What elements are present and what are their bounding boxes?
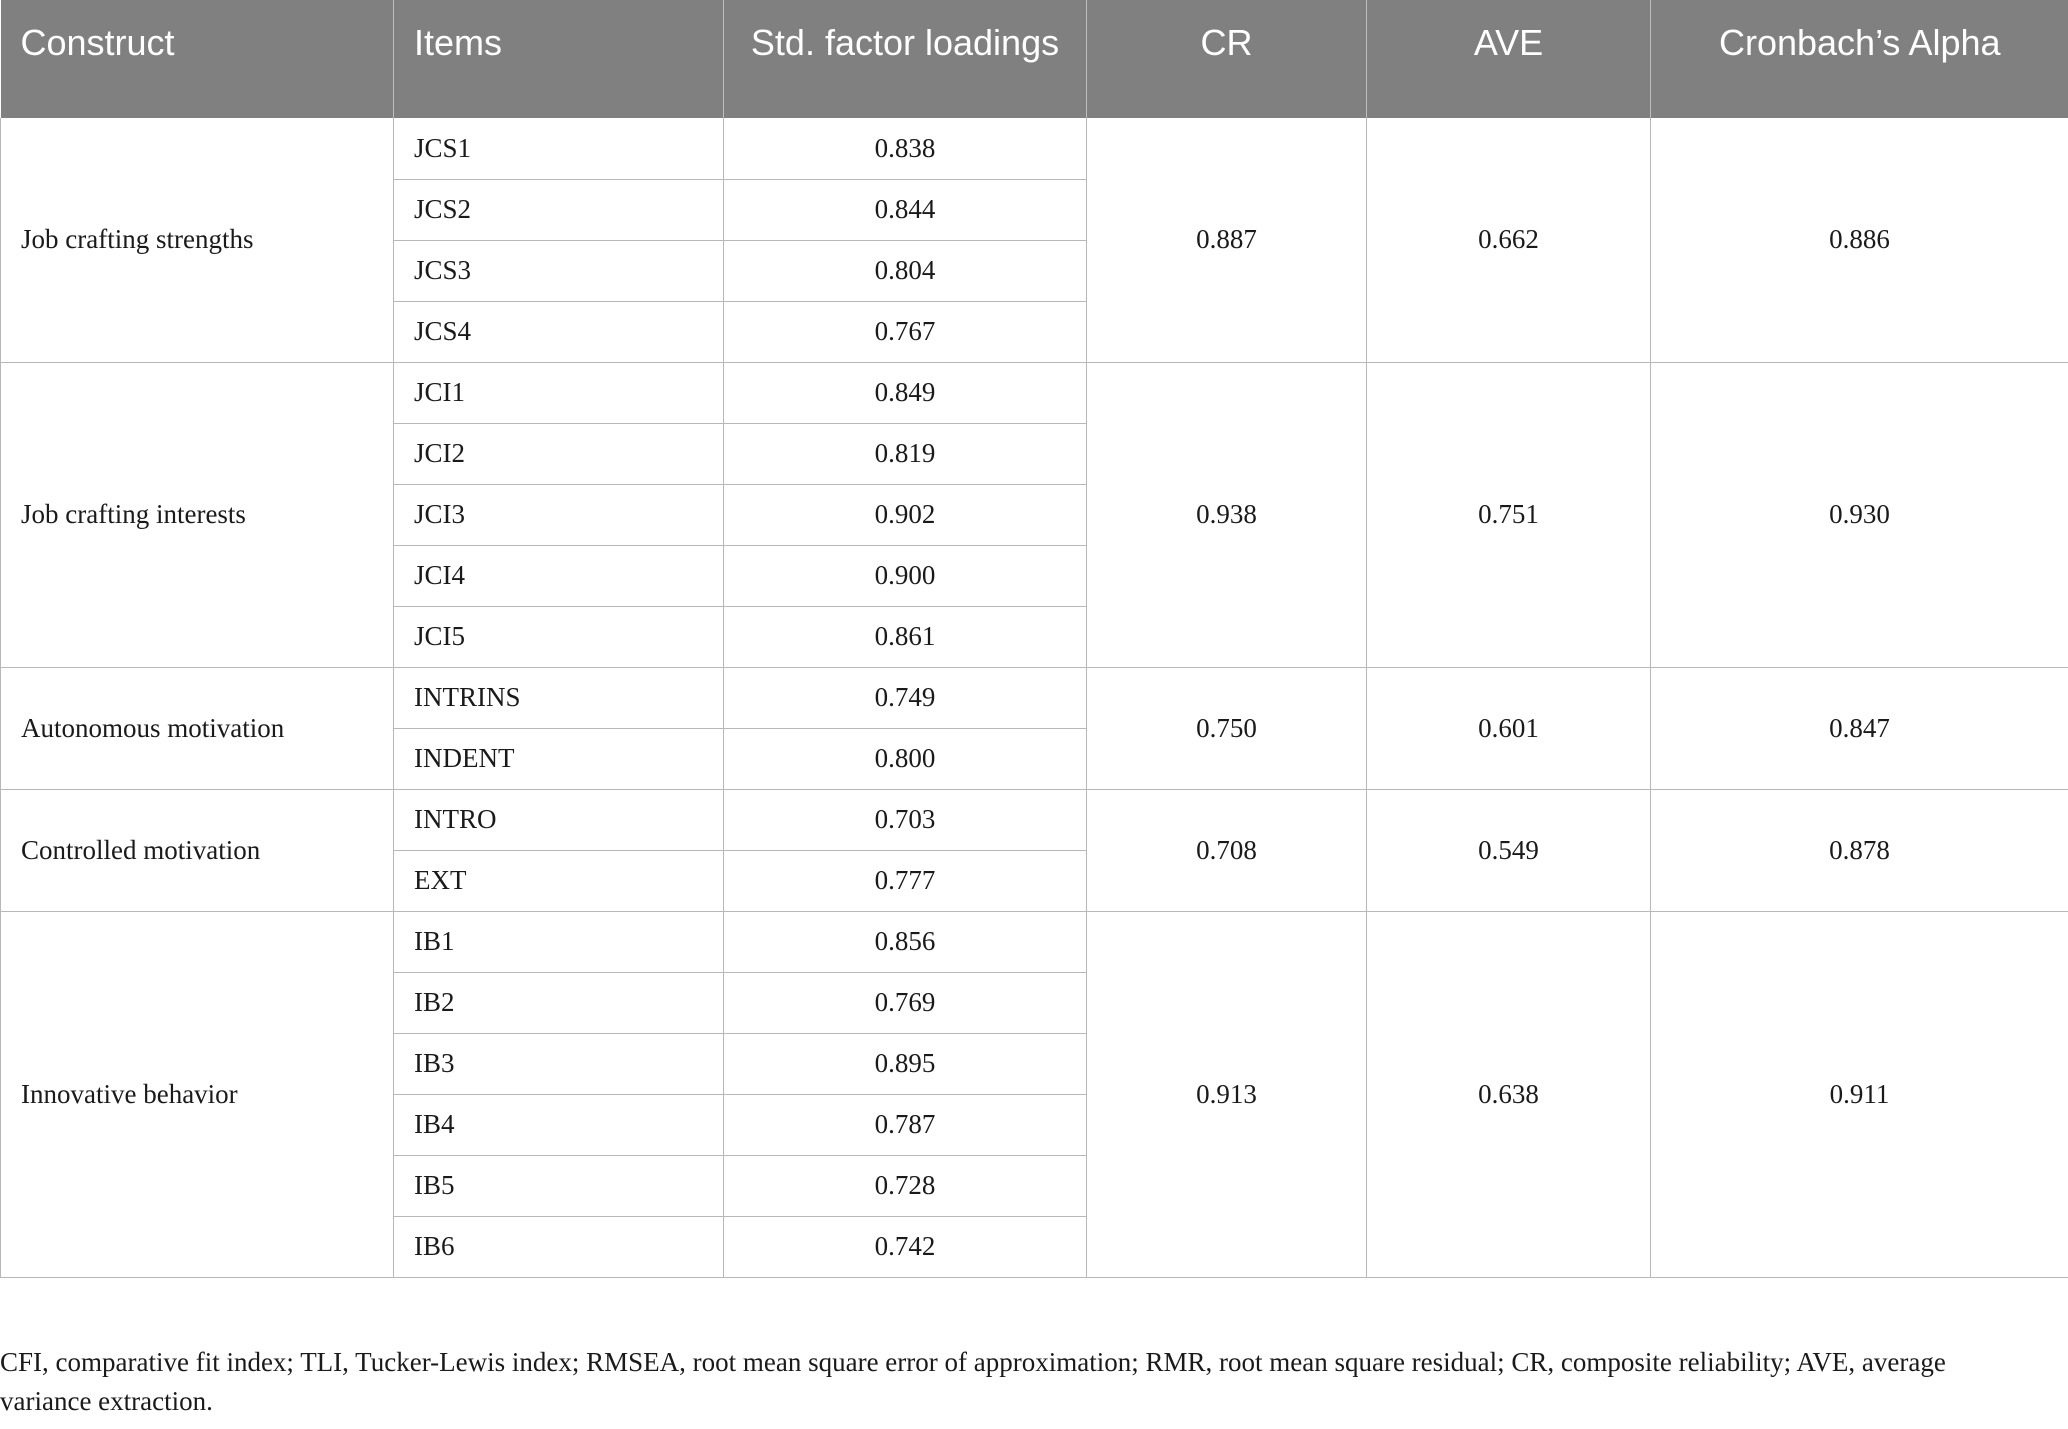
cr-cell: 0.708 <box>1087 789 1367 911</box>
cr-cell: 0.887 <box>1087 118 1367 362</box>
item-cell: IB1 <box>394 911 724 972</box>
item-cell: JCI4 <box>394 545 724 606</box>
header-alpha: Cronbach’s Alpha <box>1651 0 2068 118</box>
construct-cell: Controlled motivation <box>1 789 394 911</box>
loading-cell: 0.900 <box>724 545 1087 606</box>
loading-cell: 0.769 <box>724 972 1087 1033</box>
cr-cell: 0.750 <box>1087 667 1367 789</box>
construct-cell: Autonomous motivation <box>1 667 394 789</box>
construct-cell: Job crafting strengths <box>1 118 394 362</box>
ave-cell: 0.601 <box>1367 667 1651 789</box>
loading-cell: 0.777 <box>724 850 1087 911</box>
ave-cell: 0.549 <box>1367 789 1651 911</box>
header-cr: CR <box>1087 0 1367 118</box>
table-row <box>1 789 2068 850</box>
loading-cell: 0.838 <box>724 118 1087 179</box>
item-cell: IB4 <box>394 1094 724 1155</box>
item-cell: IB3 <box>394 1033 724 1094</box>
cr-cell: 0.913 <box>1087 911 1367 1277</box>
table-row <box>1 911 2068 972</box>
loading-cell: 0.861 <box>724 606 1087 667</box>
item-cell: IB5 <box>394 1155 724 1216</box>
item-cell: JCS1 <box>394 118 724 179</box>
loading-cell: 0.749 <box>724 667 1087 728</box>
header-loadings: Std. factor loadings <box>724 0 1087 118</box>
alpha-cell: 0.847 <box>1651 667 2068 789</box>
item-cell: JCI3 <box>394 484 724 545</box>
loading-cell: 0.902 <box>724 484 1087 545</box>
loading-cell: 0.844 <box>724 179 1087 240</box>
loading-cell: 0.800 <box>724 728 1087 789</box>
loading-cell: 0.856 <box>724 911 1087 972</box>
alpha-cell: 0.878 <box>1651 789 2068 911</box>
ave-cell: 0.662 <box>1367 118 1651 362</box>
cr-cell: 0.938 <box>1087 362 1367 667</box>
alpha-cell: 0.930 <box>1651 362 2068 667</box>
item-cell: JCI2 <box>394 423 724 484</box>
construct-cell: Innovative behavior <box>1 911 394 1277</box>
item-cell: IB6 <box>394 1216 724 1277</box>
header-ave: AVE <box>1367 0 1651 118</box>
table-row <box>1 118 2068 179</box>
item-cell: JCS3 <box>394 240 724 301</box>
ave-cell: 0.638 <box>1367 911 1651 1277</box>
item-cell: JCI1 <box>394 362 724 423</box>
table-header <box>1 0 2068 118</box>
loading-cell: 0.895 <box>724 1033 1087 1094</box>
header-construct: Construct <box>1 0 394 118</box>
construct-cell: Job crafting interests <box>1 362 394 667</box>
header-items: Items <box>394 0 724 118</box>
loading-cell: 0.804 <box>724 240 1087 301</box>
loading-cell: 0.819 <box>724 423 1087 484</box>
table-row <box>1 362 2068 423</box>
item-cell: INDENT <box>394 728 724 789</box>
item-cell: IB2 <box>394 972 724 1033</box>
alpha-cell: 0.911 <box>1651 911 2068 1277</box>
loading-cell: 0.787 <box>724 1094 1087 1155</box>
alpha-cell: 0.886 <box>1651 118 2068 362</box>
item-cell: JCI5 <box>394 606 724 667</box>
item-cell: INTRO <box>394 789 724 850</box>
loading-cell: 0.849 <box>724 362 1087 423</box>
loading-cell: 0.728 <box>724 1155 1087 1216</box>
item-cell: EXT <box>394 850 724 911</box>
loading-cell: 0.703 <box>724 789 1087 850</box>
header-row <box>1 0 2068 118</box>
loading-cell: 0.767 <box>724 301 1087 362</box>
table-row <box>1 667 2068 728</box>
ave-cell: 0.751 <box>1367 362 1651 667</box>
table-body <box>1 118 2068 1277</box>
item-cell: JCS4 <box>394 301 724 362</box>
loading-cell: 0.742 <box>724 1216 1087 1277</box>
item-cell: INTRINS <box>394 667 724 728</box>
item-cell: JCS2 <box>394 179 724 240</box>
table-footnote: CFI, comparative fit index; TLI, Tucker-Lewis index; RMSEA, root mean square error of approximation; RMR, root mean square residual; CR, composite reliability; AVE, average variance extraction. <box>0 1347 1946 1416</box>
